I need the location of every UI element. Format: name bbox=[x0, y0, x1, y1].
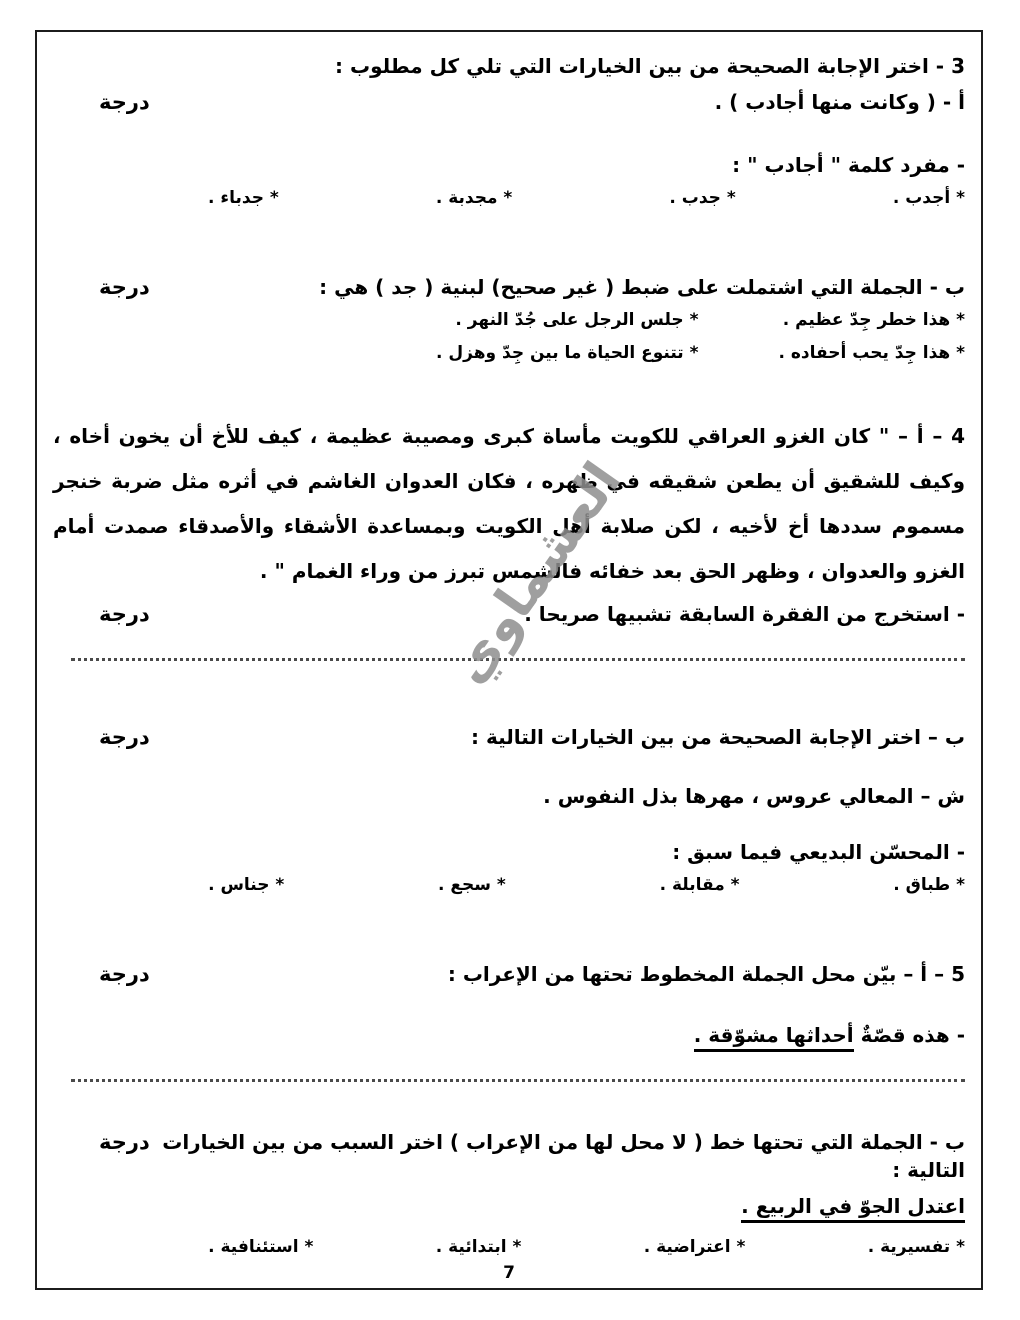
option: * هذا خطر جِدّ عظيم . bbox=[782, 309, 965, 330]
option: * هذا جِدّ يحب أحفاده . bbox=[778, 343, 965, 364]
question4b-title: ب – اختر الإجابة الصحيحة من بين الخيارات التالية : bbox=[471, 724, 965, 749]
grade-label-q5b: درجة bbox=[99, 1130, 150, 1155]
question4b-prompt: - المحسّن البديعي فيما سبق : bbox=[672, 839, 965, 864]
question4-passage: 4 – أ – " كان الغزو العراقي للكويت مأساة كبرى ومصيبة عظيمة ، كيف للأخ أن يخون أخاه ، وكيف للشقيق أن يطعن شقيقه في ظهره ، فكان العدوان الغاشم في أثره مثل ضربة خنجر مسموم سددها أخ لأخيه ، لكن صلابة أهل الكويت وبمساعدة الأشقاء والأصدقاء صمدت أمام الغزو والعدوان ، وظهر الحق بعد خفائه فالشمس تبرز من وراء الغمام " . bbox=[53, 424, 965, 584]
question3a-options bbox=[208, 187, 965, 211]
underlined-phrase: أحداثها مشوّقة . bbox=[694, 1023, 854, 1052]
question4-task-row bbox=[53, 600, 965, 629]
question3b-row bbox=[53, 273, 965, 302]
watermark: العشماوي bbox=[438, 451, 634, 695]
option: * مقابلة . bbox=[659, 874, 740, 895]
option: * جلس الرجل على جُدّ النهر . bbox=[455, 309, 699, 330]
page-number: 7 bbox=[503, 1263, 515, 1284]
question3a-row bbox=[53, 88, 965, 117]
question5b-title: ب - الجملة التي تحتها خط ( لا محل لها من الإعراب ) اختر السبب من بين الخيارات التالية : bbox=[162, 1130, 965, 1183]
question5a-row bbox=[53, 960, 965, 989]
question4b-row bbox=[53, 723, 965, 752]
question4b-options bbox=[208, 874, 965, 898]
question5a-title: 5 – أ – بيّن محل الجملة المخطوط تحتها من الإعراب : bbox=[447, 961, 965, 986]
option: * اعتراضية . bbox=[643, 1237, 746, 1258]
option: * جناس . bbox=[208, 874, 285, 895]
page-border bbox=[35, 30, 983, 1290]
option: * مجدبة . bbox=[435, 188, 513, 209]
grade-label-q5a: درجة bbox=[99, 961, 150, 986]
option: * ابتدائية . bbox=[435, 1237, 522, 1258]
option: * طباق . bbox=[893, 874, 965, 895]
worksheet-content bbox=[37, 32, 981, 1288]
question5b-row bbox=[53, 1128, 965, 1184]
sentence-prefix: - هذه قصّةٌ bbox=[853, 1023, 965, 1048]
grade-label-q3a: درجة bbox=[99, 90, 150, 114]
option: * أجدب . bbox=[892, 188, 965, 209]
question3a-prompt: - مفرد كلمة " أجادب " : bbox=[732, 153, 965, 178]
question5a-sentence bbox=[53, 1021, 965, 1049]
question4b-verse: ش – المعالي عروس ، مهرها بذل النفوس . bbox=[543, 783, 965, 808]
option: * تفسيرية . bbox=[867, 1237, 965, 1258]
grade-label-q3b: درجة bbox=[99, 275, 150, 300]
question4-task: - استخرج من الفقرة السابقة تشبيها صريحا . bbox=[524, 602, 965, 627]
question3b-title: ب - الجملة التي اشتملت على ضبط ( غير صحيح) لبنية ( جد ) هي : bbox=[319, 275, 965, 300]
answer-dotted-line bbox=[71, 658, 965, 661]
answer-dotted-line bbox=[71, 1079, 965, 1082]
grade-label-q4a: درجة bbox=[99, 602, 150, 627]
option: * تتنوع الحياة ما بين جِدّ وهزل . bbox=[436, 343, 699, 364]
underlined-sentence: اعتدل الجوّ في الربيع . bbox=[741, 1194, 965, 1223]
option: * جدب . bbox=[669, 188, 736, 209]
option: * استئنافية . bbox=[208, 1237, 314, 1258]
question3-header: 3 - اختر الإجابة الصحيحة من بين الخيارات التي تلي كل مطلوب : bbox=[335, 54, 965, 78]
question3a-title: أ - ( وكانت منها أجادب ) . bbox=[714, 90, 965, 114]
question5b-sentence bbox=[53, 1192, 965, 1220]
question3b-options bbox=[436, 309, 965, 367]
question5b-options bbox=[208, 1236, 965, 1260]
option: * سجع . bbox=[438, 874, 506, 895]
option: * جدباء . bbox=[208, 188, 279, 209]
grade-label-q4b: درجة bbox=[99, 724, 150, 749]
